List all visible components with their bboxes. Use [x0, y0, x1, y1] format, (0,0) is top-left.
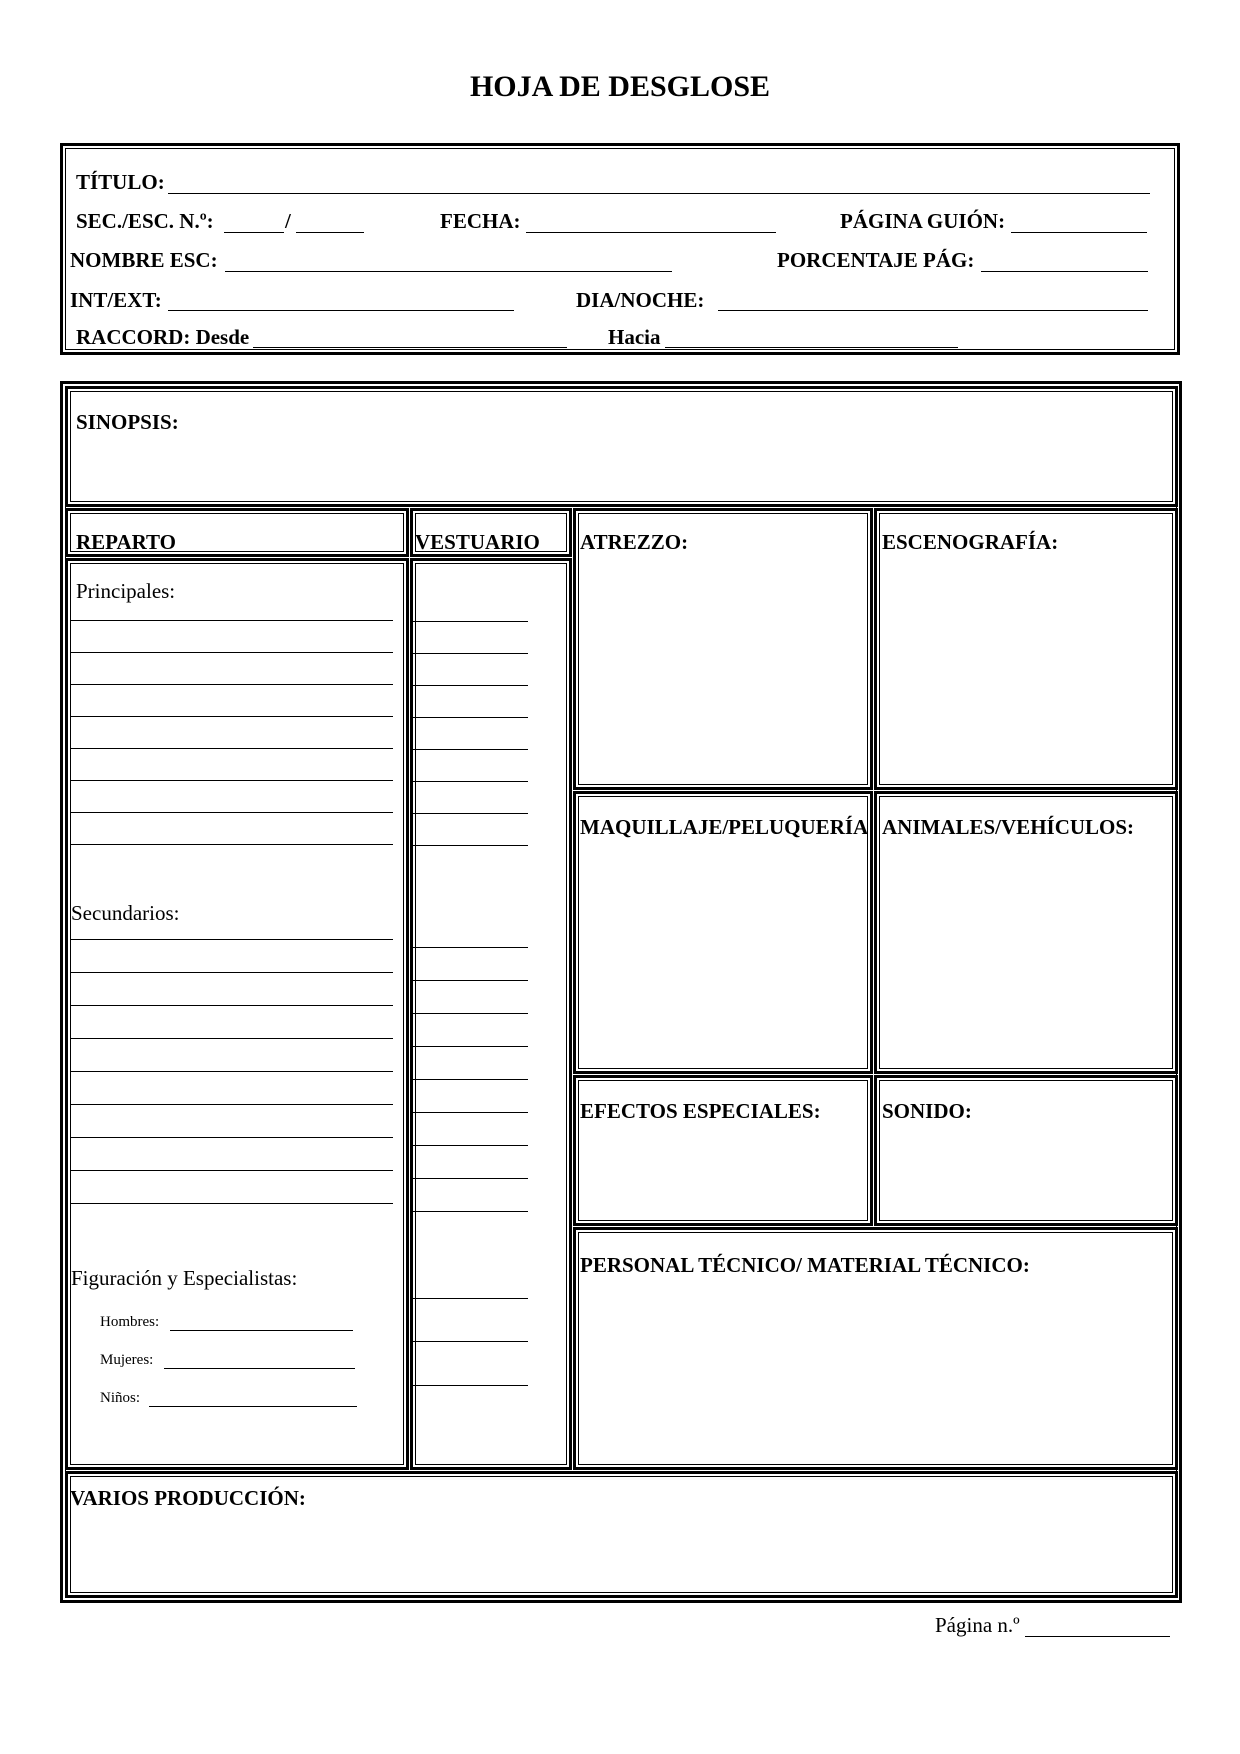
principal-line[interactable]	[71, 780, 393, 781]
vestuario-line[interactable]	[413, 1211, 528, 1212]
vestuario-line[interactable]	[413, 1013, 528, 1014]
reparto-box	[65, 558, 409, 1470]
fecha-field[interactable]	[526, 232, 776, 233]
principal-line[interactable]	[71, 812, 393, 813]
secundario-line[interactable]	[71, 1005, 393, 1006]
sec-esc-slash: /	[285, 209, 291, 233]
raccord-desde-label: RACCORD: Desde	[76, 325, 250, 349]
personal-label: PERSONAL TÉCNICO/ MATERIAL TÉCNICO:	[580, 1253, 1030, 1277]
nombre-esc-label: NOMBRE ESC:	[70, 248, 218, 272]
raccord-hacia-field[interactable]	[665, 347, 958, 348]
titulo-field[interactable]	[168, 193, 1150, 194]
fecha-label: FECHA:	[440, 209, 521, 233]
efectos-box[interactable]	[573, 1075, 873, 1226]
sonido-box[interactable]	[874, 1075, 1178, 1226]
vestuario-line[interactable]	[413, 653, 528, 654]
ninos-field[interactable]	[149, 1406, 357, 1407]
vestuario-line[interactable]	[413, 1112, 528, 1113]
sinopsis-label: SINOPSIS:	[76, 410, 179, 434]
principal-line[interactable]	[71, 748, 393, 749]
hombres-label: Hombres:	[100, 1314, 160, 1330]
principales-label: Principales:	[76, 579, 176, 603]
secundario-line[interactable]	[71, 1203, 393, 1204]
principal-line[interactable]	[71, 684, 393, 685]
reparto-label: REPARTO	[76, 530, 176, 554]
page-number-field[interactable]	[1025, 1636, 1170, 1637]
vestuario-line[interactable]	[413, 980, 528, 981]
vestuario-line[interactable]	[413, 717, 528, 718]
secundario-line[interactable]	[71, 1104, 393, 1105]
vestuario-label: VESTUARIO	[415, 530, 540, 554]
animales-label: ANIMALES/VEHÍCULOS:	[882, 815, 1135, 839]
porcentaje-pag-label: PORCENTAJE PÁG:	[777, 248, 975, 272]
secundario-line[interactable]	[71, 1071, 393, 1072]
vestuario-line[interactable]	[413, 1046, 528, 1047]
vestuario-line[interactable]	[413, 1298, 528, 1299]
esc-field[interactable]	[296, 232, 364, 233]
porcentaje-pag-field[interactable]	[981, 271, 1148, 272]
dia-noche-label: DIA/NOCHE:	[576, 288, 705, 312]
principal-line[interactable]	[71, 652, 393, 653]
secundario-line[interactable]	[71, 939, 393, 940]
hombres-field[interactable]	[170, 1330, 353, 1331]
efectos-label: EFECTOS ESPECIALES:	[580, 1099, 821, 1123]
atrezzo-label: ATREZZO:	[580, 530, 689, 554]
ninos-label: Niños:	[100, 1390, 141, 1406]
principal-line[interactable]	[71, 716, 393, 717]
vestuario-line[interactable]	[413, 1385, 528, 1386]
scene-header-box	[60, 143, 1180, 355]
escenografia-label: ESCENOGRAFÍA:	[882, 530, 1059, 554]
titulo-label: TÍTULO:	[76, 170, 165, 194]
sec-field[interactable]	[224, 232, 284, 233]
vestuario-line[interactable]	[413, 845, 528, 846]
maquillaje-label: MAQUILLAJE/PELUQUERÍA	[580, 815, 869, 839]
vestuario-line[interactable]	[413, 813, 528, 814]
vestuario-line[interactable]	[413, 1341, 528, 1342]
vestuario-box	[410, 558, 572, 1470]
vestuario-line[interactable]	[413, 621, 528, 622]
int-ext-field[interactable]	[168, 310, 514, 311]
int-ext-label: INT/EXT:	[70, 288, 162, 312]
varios-label: VARIOS PRODUCCIÓN:	[70, 1486, 306, 1510]
vestuario-line[interactable]	[413, 947, 528, 948]
sec-esc-label: SEC./ESC. N.º:	[76, 209, 214, 233]
pagina-guion-field[interactable]	[1011, 232, 1147, 233]
page-title: HOJA DE DESGLOSE	[469, 70, 771, 103]
nombre-esc-field[interactable]	[225, 271, 672, 272]
sonido-label: SONIDO:	[882, 1099, 972, 1123]
sinopsis-box[interactable]	[65, 386, 1178, 507]
page-number-label: Página n.º	[935, 1613, 1020, 1637]
secundarios-label: Secundarios:	[71, 901, 180, 925]
principal-line[interactable]	[71, 620, 393, 621]
vestuario-line[interactable]	[413, 685, 528, 686]
raccord-hacia-label: Hacia	[608, 325, 661, 349]
secundario-line[interactable]	[71, 972, 393, 973]
mujeres-field[interactable]	[164, 1368, 355, 1369]
vestuario-line[interactable]	[413, 1079, 528, 1080]
mujeres-label: Mujeres:	[100, 1352, 154, 1368]
vestuario-line[interactable]	[413, 781, 528, 782]
vestuario-line[interactable]	[413, 1145, 528, 1146]
secundario-line[interactable]	[71, 1137, 393, 1138]
pagina-guion-label: PÁGINA GUIÓN:	[840, 209, 1006, 233]
principal-line[interactable]	[71, 844, 393, 845]
vestuario-line[interactable]	[413, 749, 528, 750]
figuracion-label: Figuración y Especialistas:	[71, 1266, 298, 1290]
secundario-line[interactable]	[71, 1170, 393, 1171]
raccord-desde-field[interactable]	[253, 347, 567, 348]
vestuario-line[interactable]	[413, 1178, 528, 1179]
dia-noche-field[interactable]	[718, 310, 1148, 311]
secundario-line[interactable]	[71, 1038, 393, 1039]
